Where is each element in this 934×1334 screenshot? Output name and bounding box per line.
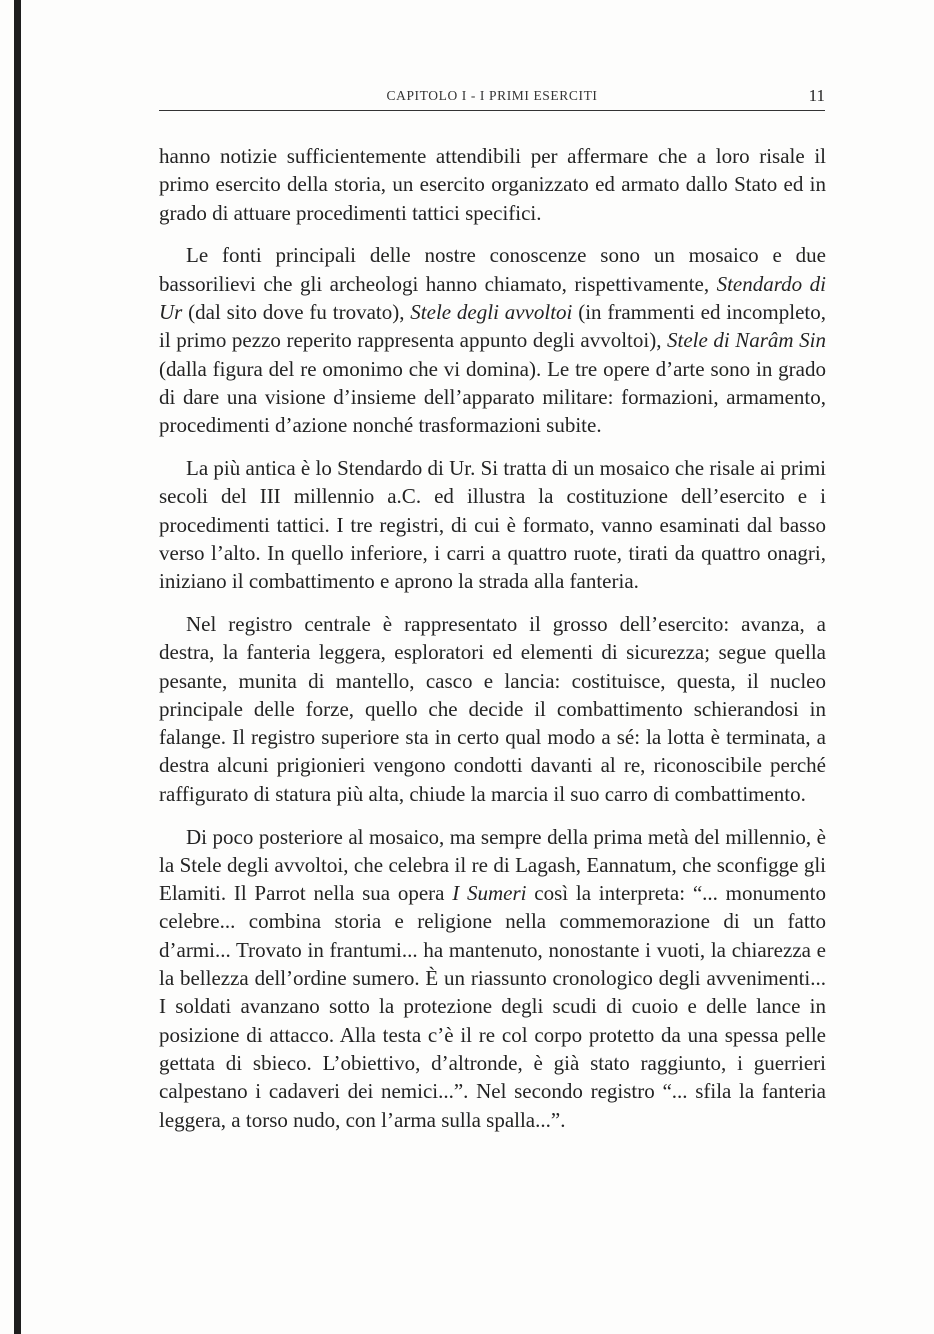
paragraph-2 <box>159 241 826 439</box>
paragraph-3: La più antica è lo Stendardo di Ur. Si tratta di un mosaico che risale ai primi secoli del III millennio a.C. ed illustra la costituzione dell’esercito e i procedimenti tattici. I tre registri, di cui è formato, vanno esaminati dal basso verso l’alto. In quello inferiore, i carri a quattro ruote, tirati da quattro onagri, iniziano il combattimento e aprono la strada alla fanteria. <box>159 455 826 594</box>
paragraph-2-text-d: (dalla figura del re omonimo che vi domina). Le tre opere d’arte sono in grado di dare una visione d’insieme dell’apparato militare: formazioni, armamento, procedimenti d’azione nonché trasformazioni subite. <box>159 356 826 438</box>
body-text <box>159 142 826 1134</box>
paragraph-5 <box>159 823 826 1134</box>
title-stele-degli-avvoltoi: Stele degli avvoltoi <box>410 299 573 324</box>
title-stendardo-di-ur: Stendardo di Ur <box>159 271 826 324</box>
title-stele-di-naram-sin: Stele di Narâm Sin <box>667 328 826 353</box>
paragraph-2-text-a: Le fonti principali delle nostre conoscenze sono un mosaico e due bassorilievi che gli archeologi hanno chiamato, rispettivamente, <box>159 243 826 296</box>
paragraph-2-text-c: (in frammenti ed incompleto, il primo pezzo reperito rappresenta appunto degli avvoltoi), <box>159 299 827 353</box>
running-header <box>159 88 825 110</box>
page-number: 11 <box>808 86 825 105</box>
paragraph-5-text-a: Di poco posteriore al mosaico, ma sempre della prima metà del millennio, è la Stele degli avvoltoi, che celebra il re di Lagash, Eannatum, che sconfigge gli Elamiti. Il Parrot nella sua opera <box>159 824 826 906</box>
running-title: CAPITOLO I - I PRIMI ESERCITI <box>386 88 598 103</box>
paragraph-5-text-b: così la interpreta: “... monumento celebre... combina storia e religione nella commemorazione di un fatto d’armi... Trovato in frantumi... ha mantenuto, nonostante i vuoti, la chiarezza e la bellezza dell’ordine sumero. È un riassunto cronologico degli avvenimenti... I soldati avanzano sotto la protezione degli scudi di cuoio e delle lance in posizione di attacco. Alla testa c’è il re col corpo protetto da una spessa pelle gettata di sbieco. L’obiettivo, d’altronde, è già stato raggiunto, i guerrieri calpestano i cadaveri dei nemici...”. Nel secondo registro “... sfila la fanteria leggera, a torso nudo, con l’arma sulla spalla...”. <box>159 881 826 1132</box>
header-rule <box>159 110 825 111</box>
paragraph-2-text-b: (dal sito dove fu trovato), <box>182 299 411 324</box>
binding-edge <box>14 0 21 1334</box>
title-i-sumeri: I Sumeri <box>452 881 527 906</box>
paragraph-4: Nel registro centrale è rappresentato il grosso dell’esercito: avanza, a destra, la fanteria leggera, esploratori ed elementi di sicurezza; segue quella pesante, munita di mantello, casco e lancia: costituisce, questa, il nucleo principale delle forze, quello che decide il combattimento schierandosi in falange. Il registro superiore sta in certo qual modo a sé: la lotta è terminata, a destra alcuni prigionieri vengono condotti davanti al re, riconoscibile perché raffigurato di statura più alta, chiude la marcia il suo carro di combattimento. <box>159 611 826 806</box>
paragraph-1: hanno notizie sufficientemente attendibili per affermare che a loro risale il primo esercito della storia, un esercito organizzato ed armato dallo Stato ed in grado di attuare procedimenti tattici specifici. <box>159 144 826 225</box>
